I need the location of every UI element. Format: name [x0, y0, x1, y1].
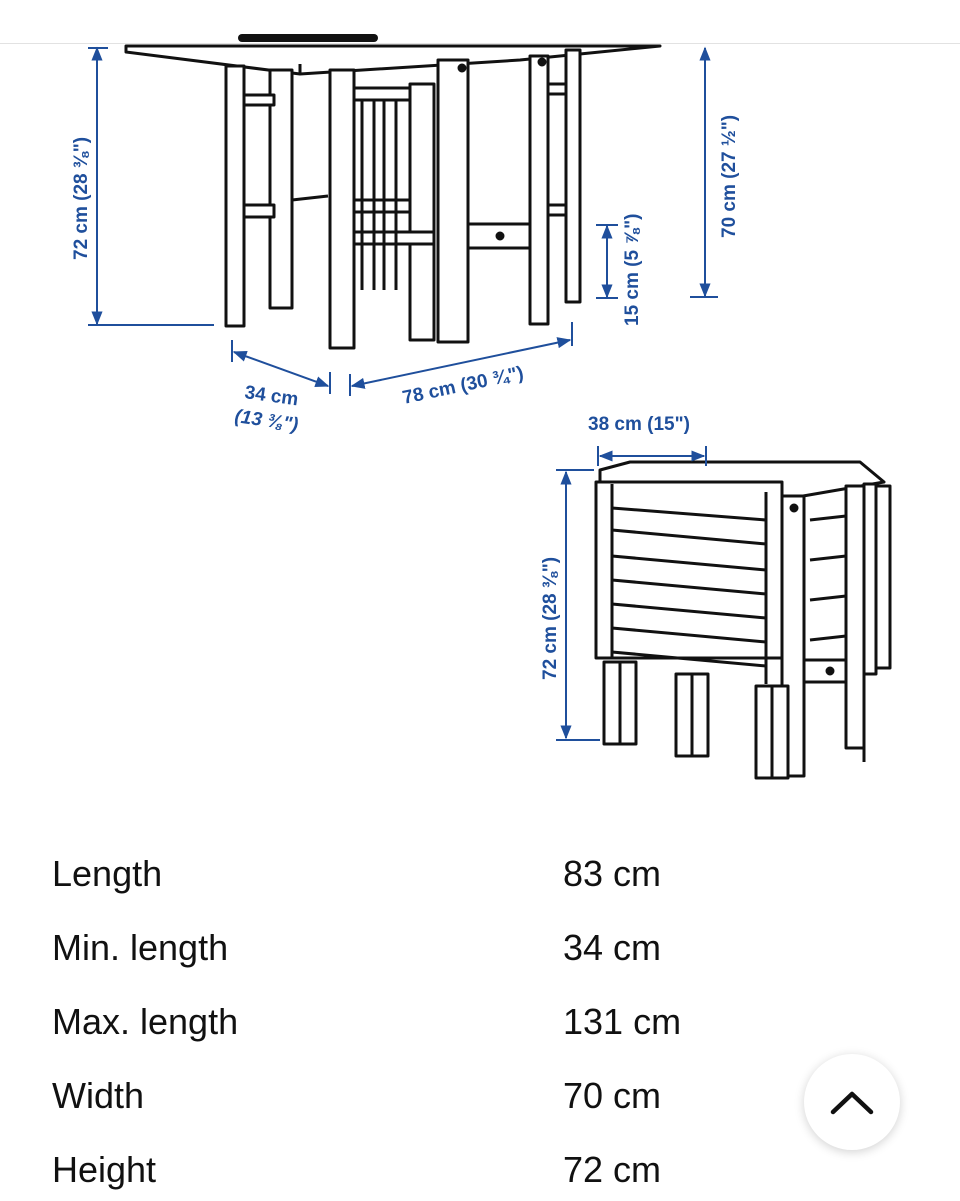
spec-row-length	[0, 844, 960, 904]
spec-value: 83 cm	[563, 853, 662, 894]
spec-label: Height	[52, 1149, 157, 1190]
folded-table-drawing	[596, 462, 890, 778]
spec-value: 34 cm	[563, 927, 662, 968]
spec-label: Max. length	[52, 1001, 239, 1042]
spec-value: 72 cm	[563, 1149, 662, 1190]
scroll-to-top-button[interactable]	[804, 1054, 900, 1150]
spec-value: 131 cm	[563, 1001, 682, 1042]
min-length-in-label: (13 ⅜")	[233, 406, 300, 436]
chevron-up-icon	[829, 1088, 875, 1116]
spec-label: Width	[52, 1075, 145, 1116]
min-length-cm-label: 34 cm	[243, 382, 300, 411]
spec-row-max-length	[0, 992, 960, 1052]
spec-label: Min. length	[52, 927, 229, 968]
spec-label: Length	[52, 853, 163, 894]
spec-row-height	[0, 1140, 960, 1200]
spec-value: 70 cm	[563, 1075, 662, 1116]
folded-height-label: 72 cm (28 ⅜")	[540, 556, 561, 680]
spec-row-min-length	[0, 918, 960, 978]
unfolded-leaf-height-label: 70 cm (27 ½")	[719, 114, 740, 238]
folded-depth-label: 38 cm (15")	[588, 414, 690, 435]
unfolded-height-label: 72 cm (28 ⅜")	[71, 136, 92, 260]
leaf-length-label: 78 cm (30 ¾")	[400, 362, 526, 409]
unfolded-table-drawing	[126, 46, 660, 348]
shelf-gap-label: 15 cm (5 ⅞")	[622, 213, 643, 326]
